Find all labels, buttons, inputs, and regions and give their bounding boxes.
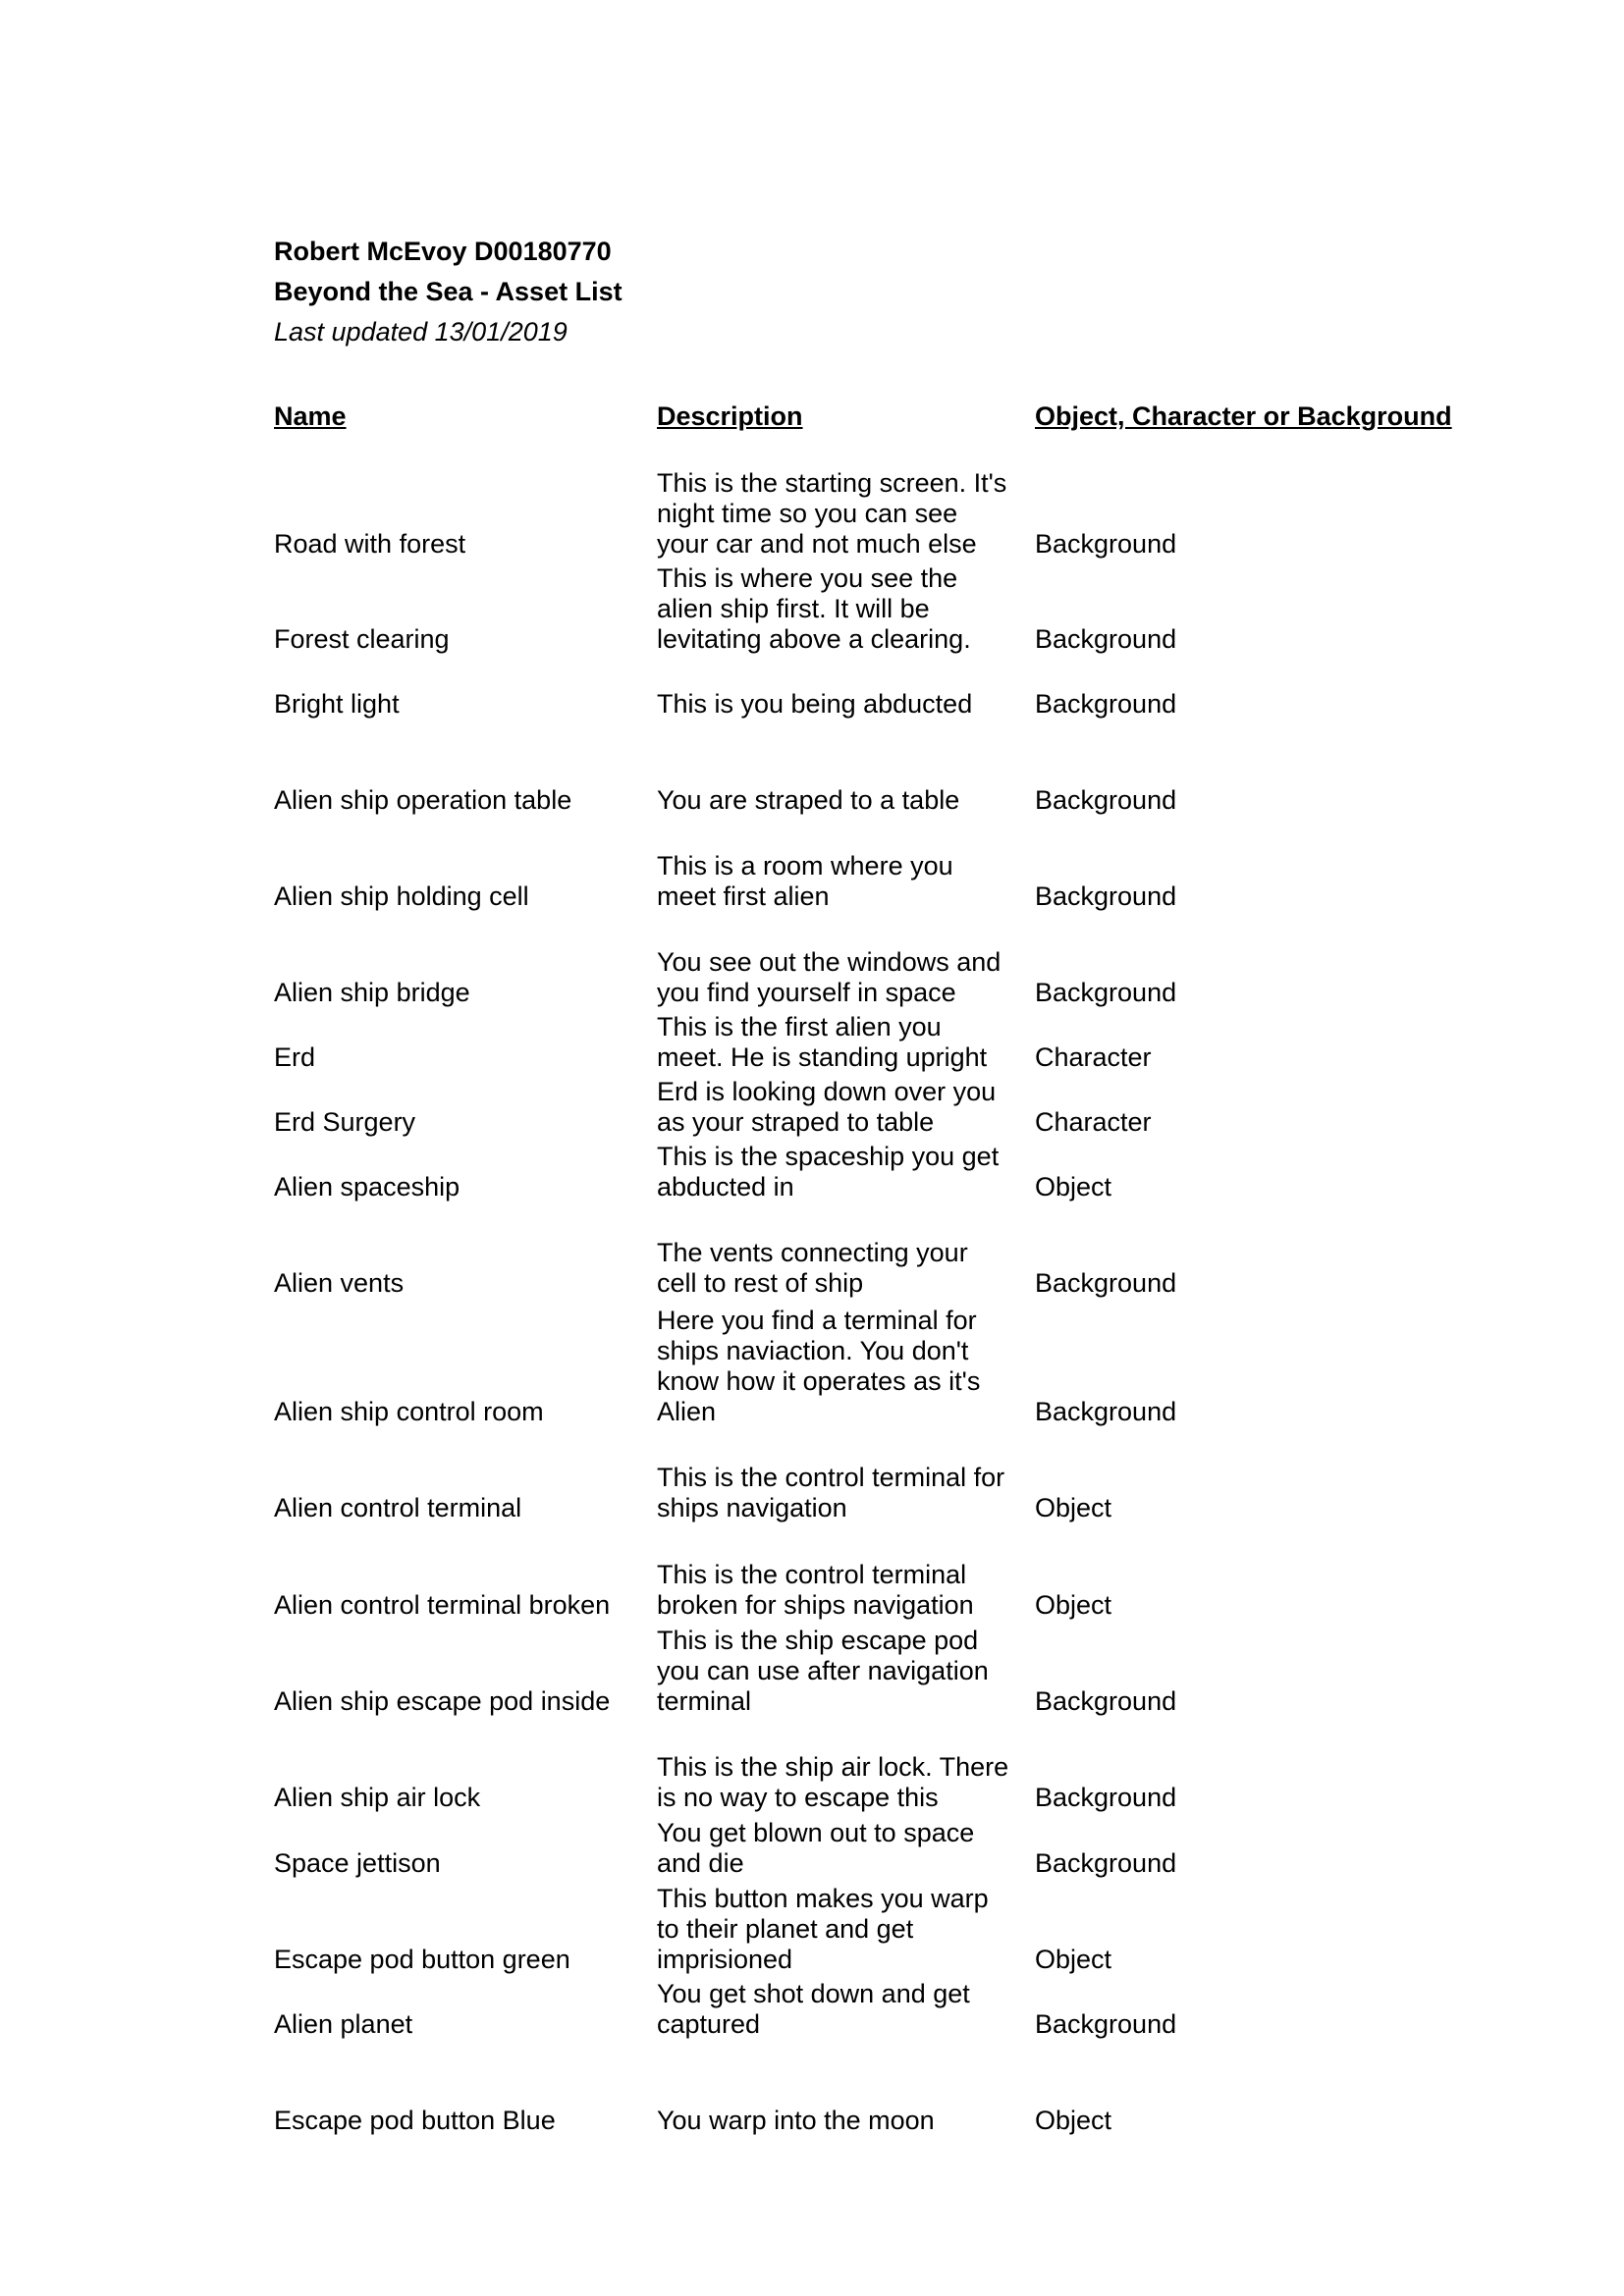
asset-type: Background — [1035, 2009, 1177, 2039]
asset-name: Space jettison — [274, 1848, 441, 1878]
asset-description: This is the first alien you meet. He is standing upright — [657, 1012, 988, 1072]
asset-name: Alien ship control room — [274, 1397, 544, 1426]
asset-description: You get blown out to space and die — [657, 1818, 975, 1878]
asset-description: You are straped to a table — [657, 785, 960, 815]
asset-type: Background — [1035, 1397, 1177, 1426]
asset-type: Background — [1035, 1848, 1177, 1878]
asset-name: Alien control terminal broken — [274, 1590, 611, 1620]
title-line: Beyond the Sea - Asset List — [274, 277, 623, 306]
asset-name: Alien ship air lock — [274, 1783, 481, 1812]
asset-name: Forest clearing — [274, 624, 450, 654]
asset-name: Alien ship holding cell — [274, 881, 529, 911]
author-line: Robert McEvoy D00180770 — [274, 237, 612, 266]
asset-description: You get shot down and get captured — [657, 1979, 970, 2039]
updated-line: Last updated 13/01/2019 — [274, 317, 568, 347]
asset-name: Alien ship operation table — [274, 785, 572, 815]
asset-description: This is the control terminal broken for ships navigation — [657, 1560, 974, 1620]
asset-type: Background — [1035, 1268, 1177, 1298]
asset-type: Object — [1035, 2106, 1112, 2135]
asset-description: The vents connecting your cell to rest of ship — [657, 1238, 968, 1298]
asset-name: Escape pod button green — [274, 1945, 570, 1974]
asset-description: This is the starting screen. It's night time so you can see your car and not much else — [657, 468, 1007, 559]
asset-type: Background — [1035, 624, 1177, 654]
asset-name: Alien vents — [274, 1268, 405, 1298]
asset-type: Background — [1035, 529, 1177, 559]
asset-type: Background — [1035, 1783, 1177, 1812]
document-header — [274, 232, 623, 352]
asset-type: Character — [1035, 1107, 1152, 1137]
asset-description: This is you being abducted — [657, 689, 973, 719]
asset-name: Alien spaceship — [274, 1172, 460, 1201]
asset-description: This button makes you warp to their planet and get imprisioned — [657, 1884, 989, 1974]
asset-description: Erd is looking down over you as your straped to table — [657, 1077, 997, 1137]
asset-type: Background — [1035, 1686, 1177, 1716]
asset-name: Escape pod button Blue — [274, 2106, 556, 2135]
asset-description: This is the control terminal for ships navigation — [657, 1463, 1005, 1522]
asset-type: Character — [1035, 1042, 1152, 1072]
asset-description: This is the spaceship you get abducted in — [657, 1142, 1000, 1201]
asset-description: This is the ship air lock. There is no way to escape this — [657, 1752, 1009, 1812]
header-description: Description — [657, 401, 803, 431]
asset-name: Alien planet — [274, 2009, 413, 2039]
asset-type: Object — [1035, 1493, 1112, 1522]
asset-type: Background — [1035, 881, 1177, 911]
asset-type: Background — [1035, 689, 1177, 719]
asset-name: Alien control terminal — [274, 1493, 522, 1522]
asset-description: Here you find a terminal for ships naviaction. You don't know how it operates as it's Alien — [657, 1306, 981, 1426]
asset-name: Road with forest — [274, 529, 466, 559]
asset-description: This is a room where you meet first alien — [657, 851, 953, 911]
asset-description: You warp into the moon — [657, 2106, 935, 2135]
asset-type: Background — [1035, 785, 1177, 815]
asset-type: Background — [1035, 978, 1177, 1007]
asset-description: You see out the windows and you find yourself in space — [657, 947, 1001, 1007]
asset-name: Erd Surgery — [274, 1107, 416, 1137]
asset-name: Alien ship bridge — [274, 978, 470, 1007]
asset-type: Object — [1035, 1172, 1112, 1201]
asset-type: Object — [1035, 1590, 1112, 1620]
asset-description: This is the ship escape pod you can use after navigation terminal — [657, 1626, 989, 1716]
asset-name: Alien ship escape pod inside — [274, 1686, 611, 1716]
asset-name: Bright light — [274, 689, 400, 719]
asset-type: Object — [1035, 1945, 1112, 1974]
header-type: Object, Character or Background — [1035, 401, 1452, 431]
asset-description: This is where you see the alien ship first. It will be levitating above a clearing. — [657, 563, 971, 654]
asset-name: Erd — [274, 1042, 316, 1072]
header-name: Name — [274, 401, 347, 431]
